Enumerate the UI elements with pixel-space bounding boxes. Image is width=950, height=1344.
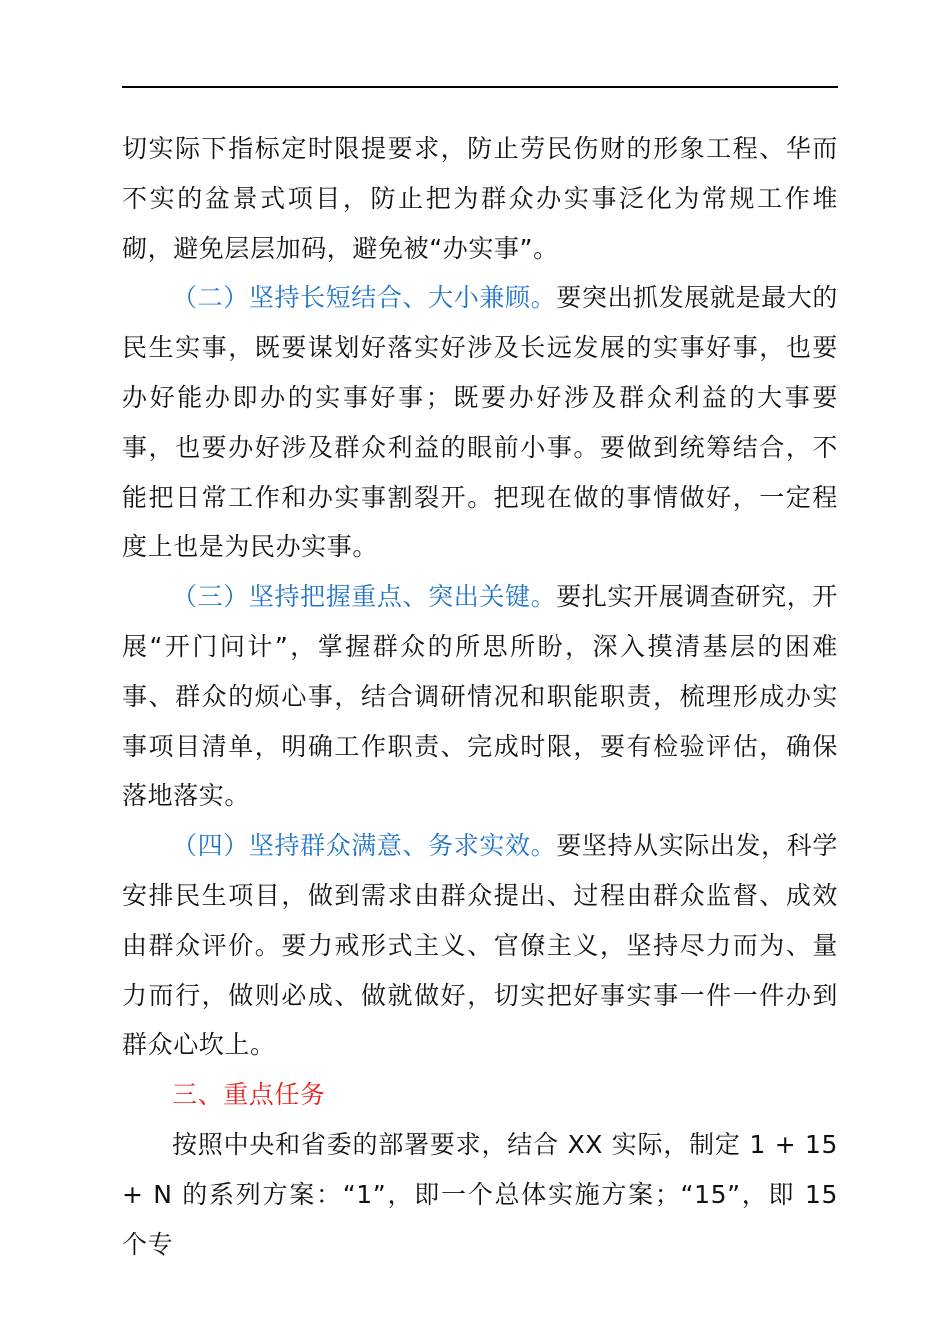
paragraph-principle-two [122,273,838,572]
principle-two-body: 要突出抓发展就是最大的民生实事，既要谋划好落实好涉及长远发展的实事好事，也要办好能办即办的实事好事；既要办好涉及群众利益的大事要事，也要办好涉及群众利益的眼前小事。要做到统筹结合，不能把日常工作和办实事割裂开。把现在做的事情做好，一定程度上也是为民办实事。 [122,283,838,562]
principle-two-heading: （二）坚持长短结合、大小兼顾。 [172,283,557,313]
section-title-key-tasks: 三、重点任务 [172,1080,326,1110]
paragraph-principle-four [122,821,838,1070]
document-body [122,124,838,1269]
header-rule [122,86,838,88]
paragraph-key-tasks-intro: 按照中央和省委的部署要求，结合 XX 实际，制定 1 + 15 + N 的系列方案：“1”，即一个总体实施方案；“15”，即 15 个专 [122,1129,838,1259]
paragraph-continuation: 切实际下指标定时限提要求，防止劳民伤财的形象工程、华而不实的盆景式项目，防止把为群众办实事泛化为常规工作堆砌，避免层层加码，避免被“办实事”。 [122,134,838,263]
paragraph-principle-three [122,572,838,821]
principle-four-heading: （四）坚持群众满意、务求实效。 [172,831,557,861]
principle-four-body: 要坚持从实际出发，科学安排民生项目，做到需求由群众提出、过程由群众监督、成效由群众评价。要力戒形式主义、官僚主义，坚持尽力而为、量力而行，做则必成、做就做好，切实把好事实事一件一件办到群众心坎上。 [122,831,838,1060]
principle-three-heading: （三）坚持把握重点、突出关键。 [172,582,557,612]
principle-three-body: 要扎实开展调查研究，开展“开门问计”，掌握群众的所思所盼，深入摸清基层的困难事、群众的烦心事，结合调研情况和职能职责，梳理形成办实事项目清单，明确工作职责、完成时限，要有检验评估，确保落地落实。 [122,582,838,811]
